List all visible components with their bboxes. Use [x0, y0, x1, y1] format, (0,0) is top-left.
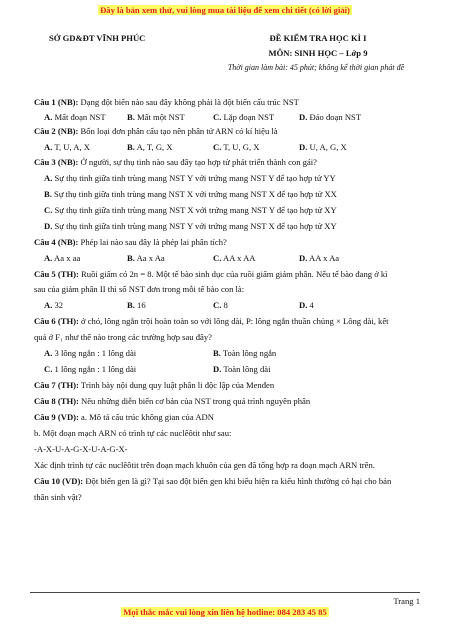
- subject-line: MÔN: SINH HỌC – Lớp 9: [268, 48, 368, 58]
- option-3b: B. Sự thụ tinh giữa tinh trùng mang NST X với trứng mang NST X để tạo hợp tử XX: [44, 189, 337, 199]
- option-5c: C. 8: [213, 300, 228, 310]
- time-note: Thời gian làm bài: 45 phút; không kể thời gian phát đề: [227, 63, 405, 72]
- option-4d: D. AA x Aa: [299, 253, 340, 263]
- option-6c: C. 1 lông ngắn : 1 lông dài: [44, 364, 137, 374]
- exam-title: ĐỀ KIỂM TRA HỌC KÌ I: [269, 33, 367, 43]
- option-2a: A. T, U, A, X: [44, 142, 90, 152]
- option-6a: A. 3 lông ngắn : 1 lông dài: [44, 348, 137, 358]
- option-1b: B. Mất một NST: [127, 112, 185, 122]
- question-6-continued: quả ở F₁ như thế nào trong các trường hợp sau đây?: [34, 332, 212, 342]
- option-3d: D. Sự thụ tinh giữa tinh trùng mang NST Y với trứng mang NST X để tạo hợp tử XY: [44, 221, 337, 231]
- option-5d: D. 4: [299, 300, 314, 310]
- question-8: Câu 8 (TH): Nêu những diễn biến cơ bản của NST trong quá trình nguyên phân: [34, 396, 311, 406]
- question-2: Câu 2 (NB): Bốn loại đơn phân cấu tạo nên phân tử ARN có kí hiệu là: [34, 126, 278, 136]
- question-6: Câu 6 (TH): ở chó, lông ngắn trội hoàn toàn so với lông dài, P: lông ngắn thuần chủng × Lông dài, kết: [34, 316, 389, 326]
- question-9-task: Xác định trình tự các nuclêôtit trên đoạn mạch khuôn của gen đã tổng hợp ra đoạn mạch ARN trên.: [34, 460, 375, 470]
- option-4b: B. Aa x Aa: [127, 253, 165, 263]
- question-4: Câu 4 (NB): Phép lai nào sau đây là phép lai phân tích?: [34, 237, 227, 247]
- question-9: Câu 9 (VD): a. Mô tả cấu trúc không gian của ADN: [34, 412, 214, 422]
- option-3c: C. Sự thụ tinh giữa tinh trùng mang NST X với trứng mang NST Y để tạo hợp tử XY: [44, 205, 337, 215]
- option-2c: C. T, U, G, X: [213, 142, 260, 152]
- rna-sequence: -A-X-U-A-G-X-U-A-G-X-: [34, 444, 128, 454]
- option-4c: C. AA x AA: [213, 253, 256, 263]
- option-6d: D. Toàn lông dài: [213, 364, 271, 374]
- option-4a: A. Aa x aa: [44, 253, 81, 263]
- page-number: Trang 1: [393, 596, 420, 606]
- question-5-continued: sau của giảm phân II thì số NST đơn trong mỗi tế bào con là:: [34, 284, 245, 294]
- option-2d: D. U, A, G, X: [299, 142, 347, 152]
- question-3: Câu 3 (NB): Ở người, sự thụ tinh nào sau đây tạo hợp tử phát triển thành con gái?: [34, 157, 317, 167]
- option-1a: A. Mất đoạn NST: [44, 112, 106, 122]
- question-5: Câu 5 (TH): Ruồi giấm có 2n = 8. Một tế bào sinh dục của ruồi giấm giảm phân. Nếu tế bào đang ở kì: [34, 269, 388, 279]
- footer-divider: [30, 592, 420, 593]
- option-6b: B. Toàn lông ngắn: [213, 348, 277, 358]
- option-5a: A. 32: [44, 300, 64, 310]
- option-5b: B. 16: [127, 300, 146, 310]
- question-1: Câu 1 (NB): Dạng đột biến nào sau đây không phải là đột biến cấu trúc NST: [34, 97, 299, 107]
- option-1d: D. Đảo đoạn NST: [299, 112, 362, 122]
- question-7: Câu 7 (TH): Trình bày nội dung quy luật phân li độc lập của Menđen: [34, 380, 275, 390]
- option-1c: C. Lặp đoạn NST: [213, 112, 275, 122]
- preview-banner: Đây là bản xem thử, vui lòng mua tài liệu để xem chi tiết (có lời giải): [100, 5, 350, 15]
- question-10-continued: thân sinh vật?: [34, 492, 82, 502]
- department-name: SỞ GD&ĐT VĨNH PHÚC: [49, 33, 146, 43]
- question-9-part-b: b. Một đoạn mạch ARN có trình tự các nuclêôtit như sau:: [34, 428, 232, 438]
- option-2b: B. A, T, G, X: [127, 142, 173, 152]
- question-10: Câu 10 (VD): Đột biến gen là gì? Tại sao đột biến gen khi biểu hiện ra kiểu hình thường có hại cho bản: [34, 476, 392, 486]
- hotline-banner: Mọi thắc mắc vui lòng xin liên hệ hotline: 084 283 45 85: [123, 607, 327, 617]
- option-3a: A. Sự thụ tinh giữa tinh trùng mang NST Y với trứng mang NST Y để tạo hợp tử YY: [44, 173, 336, 183]
